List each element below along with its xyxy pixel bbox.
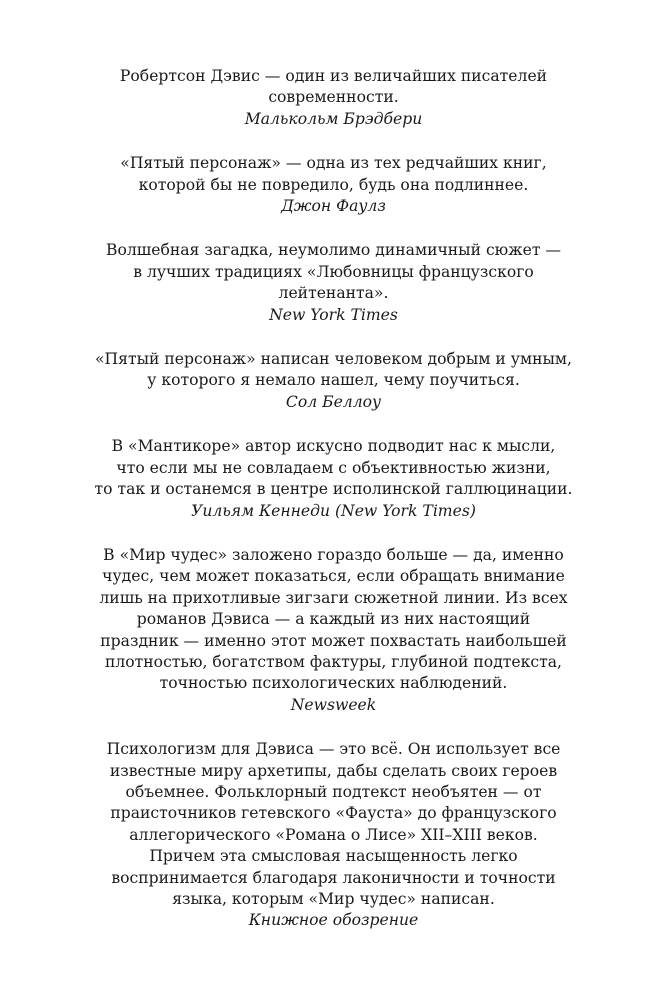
blurb-quote bbox=[60, 436, 607, 522]
quote-author: Малькольм Брэдбери bbox=[244, 109, 423, 128]
blurb-quote bbox=[60, 739, 607, 932]
quote-line: объемнее. Фольклорный подтекст необъятен — от bbox=[125, 782, 542, 801]
quote-author: Книжное обозрение bbox=[248, 911, 419, 930]
quote-author: Сол Беллоу bbox=[285, 392, 382, 411]
quote-line: современности. bbox=[268, 88, 399, 107]
quote-line: то так и останемся в центре исполинской галлюцинации. bbox=[94, 480, 573, 499]
quote-line: В «Мантикоре» автор искусно подводит нас к мысли, bbox=[111, 437, 556, 456]
blurb-quote bbox=[60, 66, 607, 130]
quote-line: Причем эта смысловая насыщенность легко bbox=[149, 847, 518, 866]
quote-line: «Пятый персонаж» написан человеком добрым и умным, bbox=[95, 350, 572, 369]
quote-author: Джон Фаулз bbox=[281, 197, 386, 216]
quote-author: Уильям Кеннеди (New York Times) bbox=[191, 501, 476, 520]
blurb-quote bbox=[60, 153, 607, 217]
quote-line: праисточников гетевского «Фауста» до французского bbox=[110, 804, 557, 823]
quote-author: New York Times bbox=[269, 305, 398, 324]
quote-line: языка, которым «Мир чудес» написан. bbox=[172, 890, 495, 908]
quote-line: аллегорического «Романа о Лисе» XII–XIII веков. bbox=[129, 825, 538, 844]
quote-line: которой бы не повредило, будь она подлиннее. bbox=[138, 175, 529, 194]
quote-line: лишь на прихотливые зигзаги сюжетной линии. Из всех bbox=[99, 588, 568, 607]
blurb-list bbox=[60, 66, 607, 955]
quote-line: Психологизм для Дэвиса — это всё. Он использует все bbox=[106, 740, 561, 759]
quote-line: Робертсон Дэвис — один из величайших писателей bbox=[119, 67, 548, 85]
quote-line: Волшебная загадка, неумолимо динамичный сюжет — bbox=[106, 241, 561, 260]
quote-line: В «Мир чудес» заложено гораздо больше — да, именно bbox=[103, 545, 564, 564]
quote-line: что если мы не совладаем с объективностью жизни, bbox=[116, 458, 551, 477]
quote-line: праздник — именно этот может похвастать наибольшей bbox=[100, 631, 567, 650]
quote-line: точностью психологических наблюдений. bbox=[159, 674, 508, 693]
quote-line: в лучших традициях «Любовницы французского bbox=[133, 262, 534, 281]
quote-line: «Пятый персонаж» — одна из тех редчайших книг, bbox=[120, 154, 547, 173]
quote-author: Newsweek bbox=[290, 695, 377, 714]
quote-line: у которого я немало нашел, чему поучиться. bbox=[147, 371, 520, 390]
quote-line: воспринимается благодаря лаконичности и точности bbox=[111, 868, 556, 887]
quote-line: чудес, чем может показаться, если обращать внимание bbox=[102, 567, 565, 586]
quote-line: лейтенанта». bbox=[278, 284, 389, 303]
quote-line: известные миру архетипы, дабы сделать своих героев bbox=[109, 761, 558, 780]
blurb-quote bbox=[60, 349, 607, 413]
quote-line: плотностью, богатством фактуры, глубиной подтекста, bbox=[104, 652, 563, 671]
blurb-quote bbox=[60, 240, 607, 326]
quote-line: романов Дэвиса — а каждый из них настоящий bbox=[136, 610, 531, 629]
blurb-quote bbox=[60, 545, 607, 716]
